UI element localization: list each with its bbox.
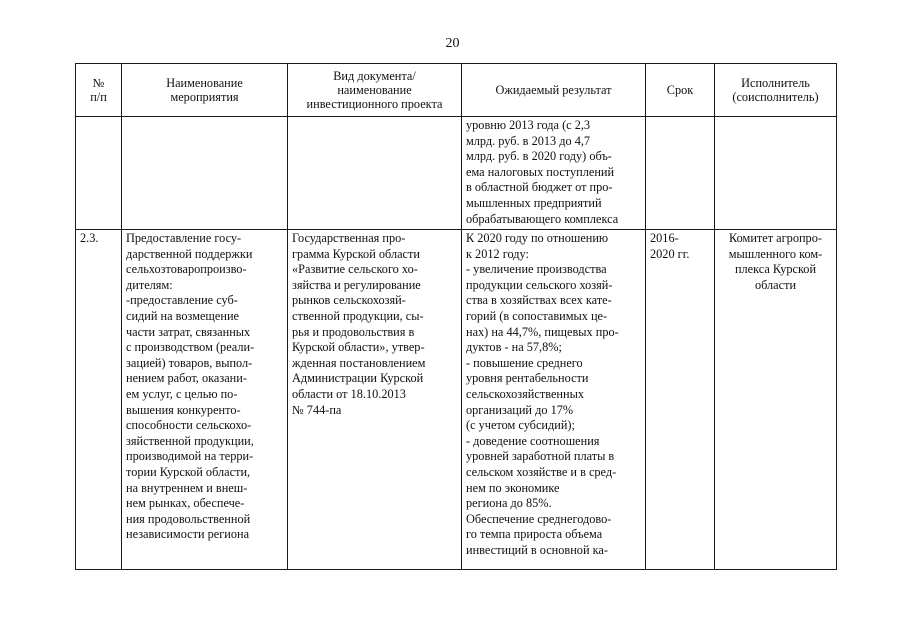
header-measure-name: Наименование мероприятия bbox=[122, 64, 288, 117]
cell-document bbox=[288, 117, 462, 230]
cell-measure-name: Предоставление госу- дарственной поддержки сельхозтоваропроизво- дителям: -предоставление суб- сидий на возмещение части затрат, связанных с производством (реали- зацией) товаров, выпол- нением работ, оказани- ем услуг, с целью по- вышения конкуренто- способности сельскохо- зяйственной продукции, производимой на терри- тории Курской области, на внутреннем и внеш- нем рынках, обеспече- ния продовольственной независимости региона bbox=[122, 230, 288, 570]
table-row-2-3 bbox=[76, 230, 837, 570]
cell-number bbox=[76, 117, 122, 230]
cell-document: Государственная про- грамма Курской области «Развитие сельского хо- зяйства и регулирование рынков сельскохозяй- ственной продукции, сы- рья и продовольствия в Курской области», утвер- жденная постановлением Администрации Курской области от 18.10.2013 № 744-па bbox=[288, 230, 462, 570]
header-number: № п/п bbox=[76, 64, 122, 117]
cell-executor bbox=[715, 117, 837, 230]
cell-term: 2016- 2020 гг. bbox=[646, 230, 715, 570]
header-executor: Исполнитель (соисполнитель) bbox=[715, 64, 837, 117]
cell-number: 2.3. bbox=[76, 230, 122, 570]
cell-executor: Комитет агропро- мышленного ком- плекса Курской области bbox=[715, 230, 837, 570]
cell-expected-result: уровню 2013 года (с 2,3 млрд. руб. в 2013 до 4,7 млрд. руб. в 2020 году) объ- ема налоговых поступлений в областной бюджет от про- мышленных предприятий обрабатывающего комплекса bbox=[462, 117, 646, 230]
table-header-row bbox=[76, 64, 837, 117]
header-document-type: Вид документа/ наименование инвестиционного проекта bbox=[288, 64, 462, 117]
header-term: Срок bbox=[646, 64, 715, 117]
measures-table bbox=[75, 63, 837, 570]
cell-measure-name bbox=[122, 117, 288, 230]
table-row-continuation bbox=[76, 117, 837, 230]
page-number: 20 bbox=[445, 36, 460, 51]
header-expected-result: Ожидаемый результат bbox=[462, 64, 646, 117]
cell-expected-result: К 2020 году по отношению к 2012 году: - увеличение производства продукции сельского хозяй- ства в хозяйствах всех кате- горий (в сопоставимых це- нах) на 44,7%, пищевых про- дуктов - на 57,8%; - повышение среднего уровня рентабельности сельскохозяйственных организаций до 17% (с учетом субсидий); - доведение соотношения уровней заработной платы в сельском хозяйстве и в сред- нем по экономике региона до 85%. Обеспечение среднегодово- го темпа прироста объема инвестиций в основной ка- bbox=[462, 230, 646, 570]
cell-term bbox=[646, 117, 715, 230]
